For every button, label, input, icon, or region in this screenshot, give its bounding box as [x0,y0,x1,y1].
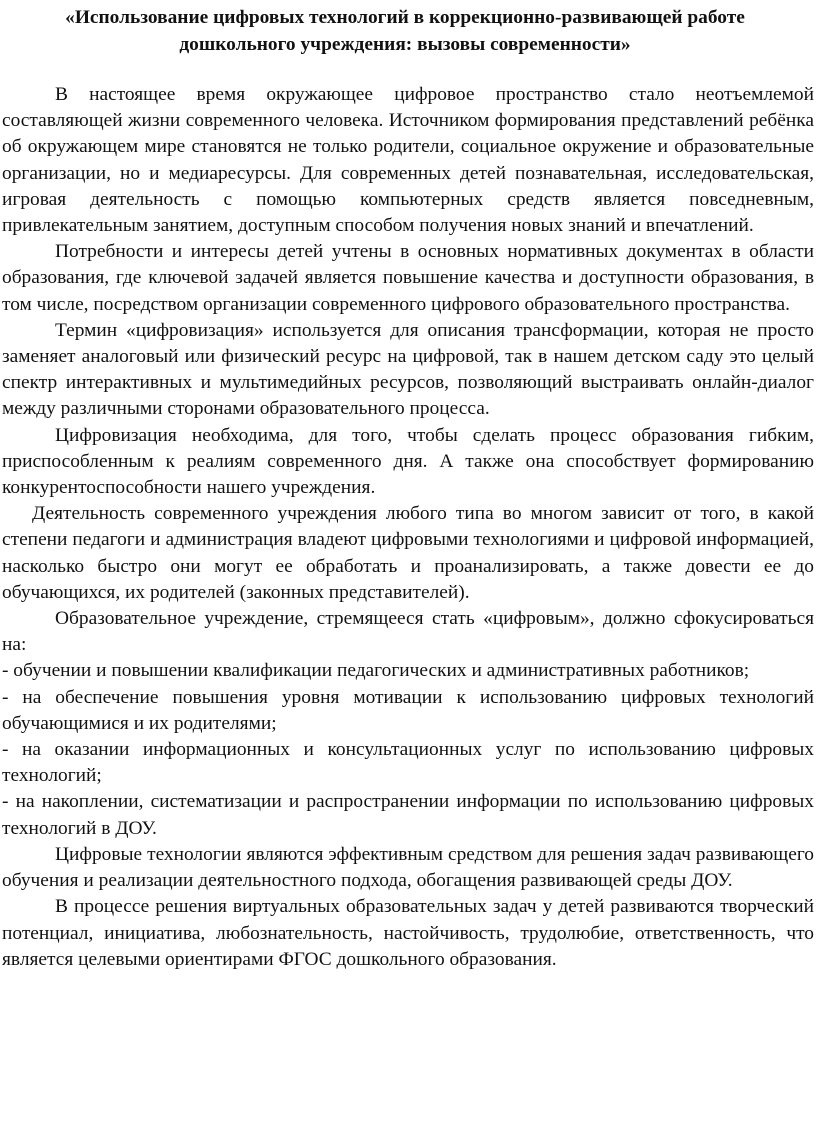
paragraph-term: Термин «цифровизация» используется для описания трансформации, которая не просто заменяет аналоговый или физический ресурс на цифровой, так в нашем детском саду это целый спектр интерактивных и мультимедийных ресурсов, позволяющий выстраивать онлайн-диалог между различными сторонами образовательного процесса. [2,319,814,420]
title-spacer [2,58,814,82]
paragraph-necessity: Цифровизация необходима, для того, чтобы сделать процесс образования гибким, приспособленным к реалиям современного дня. А также она способствует формированию конкурентоспособности нашего учреждения. [2,424,814,499]
paragraph-needs: Потребности и интересы детей учтены в основных нормативных документах в области образования, где ключевой задачей является повышение качества и доступности образования, в том числе, посредством организации современного цифрового образовательного пространства. [2,241,814,315]
paragraph-effective: Цифровые технологии являются эффективным средством для решения задач развивающего обучения и реализации деятельностного подхода, обогащения развивающей среды ДОУ. [2,843,814,892]
list-item-motivation: - на обеспечение повышения уровня мотивации к использованию цифровых технологий обучающимися и их родителями; [2,686,814,734]
paragraph-intro: В настоящее время окружающее цифровое пространство стало неотъемлемой составляющей жизни современного человека. Источником формирования представлений ребёнка об окружающем мире становятся не только родители, социальное окружение и образовательные организации, но и медиаресурсы. Для современных детей познавательная, исследовательская, игровая деятельность с помощью компьютерных средств является повседневным, привлекательным занятием, доступным способом получения новых знаний и впечатлений. [2,84,814,237]
paragraph-activity: Деятельность современного учреждения любого типа во многом зависит от того, в какой степени педагоги и администрация владеют цифровыми технологиями и цифровой информацией, насколько быстро они могут ее обработать и проанализировать, а также довести ее до обучающихся, их родителей (законных представителей). [2,503,814,603]
list-item-accumulation: - на накоплении, систематизации и распространении информации по использованию цифровых технологий в ДОУ. [2,791,814,839]
document-title: «Использование цифровых технологий в коррекционно-развивающей работе дошкольного учреждения: вызовы современности» [65,7,745,55]
paragraph-virtual-tasks: В процессе решения виртуальных образовательных задач у детей развиваются творческий потенциал, инициатива, любознательность, настойчивость, трудолюбие, ответственность, что является целевыми ориентирами ФГОС дошкольного образования. [2,896,814,970]
list-item-training: - обучении и повышении квалификации педагогических и административных работников; [2,660,750,682]
paragraph-focus: Образовательное учреждение, стремящееся стать «цифровым», должно сфокусироваться на: [2,608,814,656]
list-item-services: - на оказании информационных и консультационных услуг по использованию цифровых технологий; [2,739,814,787]
